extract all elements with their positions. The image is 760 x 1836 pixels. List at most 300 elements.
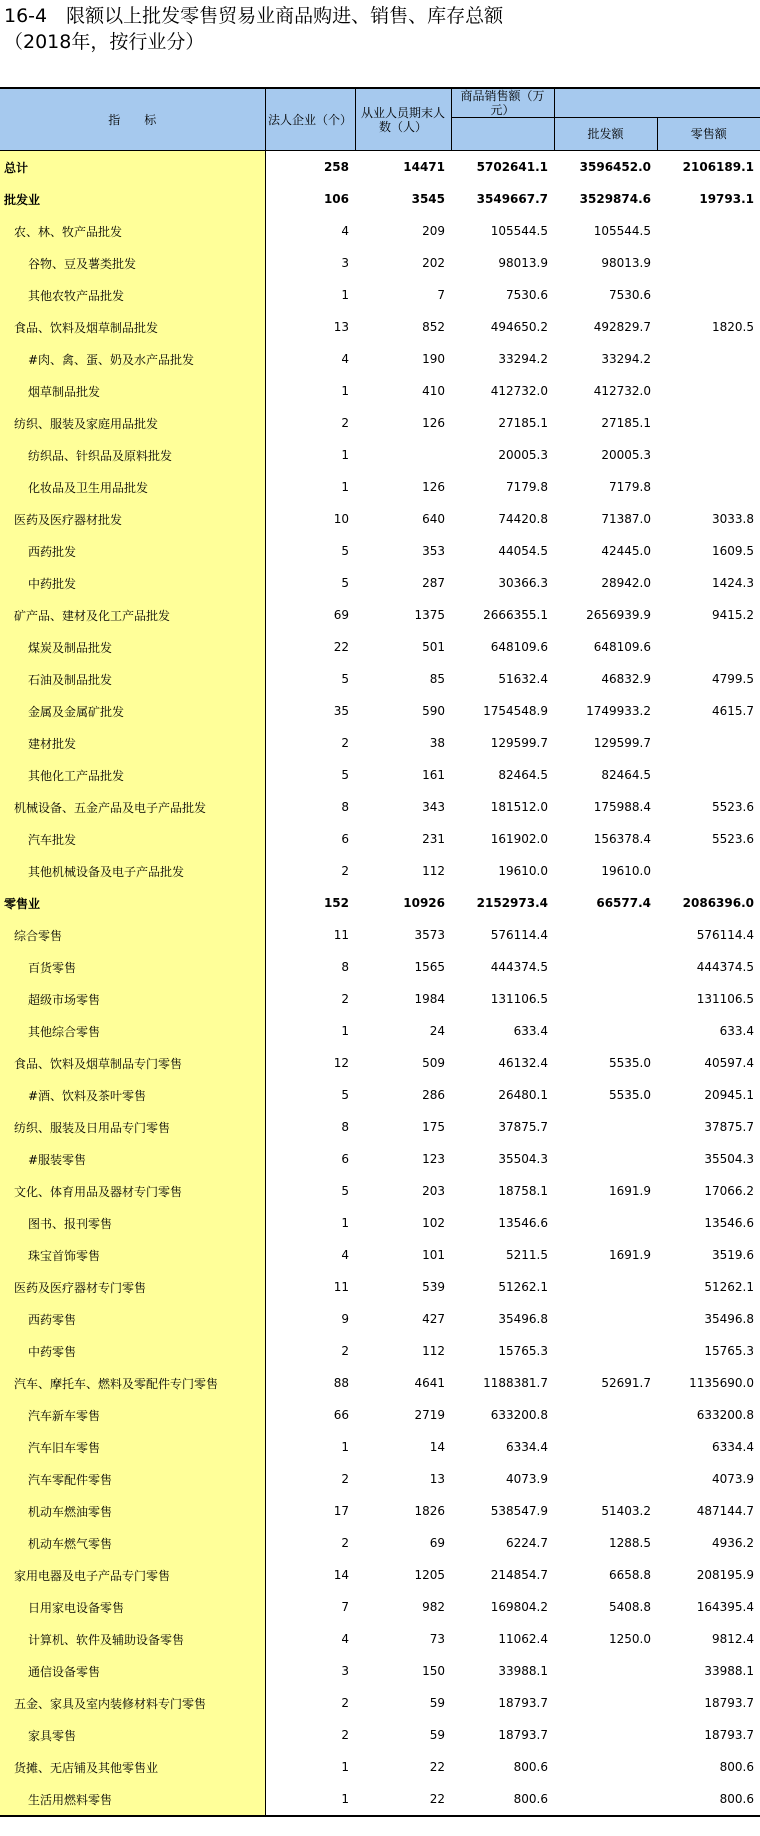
header-sales-blank bbox=[451, 118, 554, 151]
table-row bbox=[0, 1687, 760, 1719]
row-employees: 10926 bbox=[403, 896, 445, 910]
row-retail: 51262.1 bbox=[704, 1280, 754, 1294]
row-enterprises: 6 bbox=[341, 832, 349, 846]
table-row bbox=[0, 407, 760, 439]
row-name: 其他综合零售 bbox=[0, 1015, 265, 1047]
table-row bbox=[0, 503, 760, 535]
row-employees: 190 bbox=[422, 352, 445, 366]
row-employees: 2719 bbox=[414, 1408, 445, 1422]
table-row bbox=[0, 375, 760, 407]
table-row bbox=[0, 1751, 760, 1783]
row-employees: 112 bbox=[422, 1344, 445, 1358]
row-wholesale bbox=[554, 1463, 657, 1495]
statistics-table bbox=[0, 87, 760, 1817]
row-retail bbox=[657, 343, 760, 375]
row-name: 谷物、豆及薯类批发 bbox=[0, 247, 265, 279]
row-employees: 1826 bbox=[414, 1504, 445, 1518]
row-enterprises: 5 bbox=[341, 1184, 349, 1198]
table-row bbox=[0, 1271, 760, 1303]
row-enterprises: 2 bbox=[341, 1696, 349, 1710]
table-row bbox=[0, 1527, 760, 1559]
row-employees: 161 bbox=[422, 768, 445, 782]
row-name: 生活用燃料零售 bbox=[0, 1783, 265, 1816]
row-wholesale: 71387.0 bbox=[601, 512, 651, 526]
row-retail: 5523.6 bbox=[712, 800, 754, 814]
header-indicator: 指 标 bbox=[0, 88, 265, 151]
row-wholesale: 3596452.0 bbox=[579, 160, 651, 174]
row-retail: 1609.5 bbox=[712, 544, 754, 558]
row-employees bbox=[355, 439, 451, 471]
table-row bbox=[0, 791, 760, 823]
table-row bbox=[0, 1239, 760, 1271]
row-retail: 9812.4 bbox=[712, 1632, 754, 1646]
row-sales: 1754548.9 bbox=[483, 704, 548, 718]
row-enterprises: 88 bbox=[333, 1376, 349, 1390]
row-retail: 1820.5 bbox=[712, 320, 754, 334]
row-employees: 501 bbox=[422, 640, 445, 654]
row-wholesale: 1691.9 bbox=[609, 1248, 651, 1262]
row-enterprises: 5 bbox=[341, 1088, 349, 1102]
row-enterprises: 13 bbox=[333, 320, 349, 334]
row-sales: 800.6 bbox=[513, 1760, 548, 1774]
row-retail bbox=[657, 247, 760, 279]
table-row bbox=[0, 1463, 760, 1495]
row-employees: 410 bbox=[422, 384, 445, 398]
row-enterprises: 4 bbox=[341, 352, 349, 366]
table-row bbox=[0, 855, 760, 887]
row-enterprises: 12 bbox=[333, 1056, 349, 1070]
row-sales: 5702641.1 bbox=[476, 160, 548, 174]
row-name: 医药及医疗器材批发 bbox=[0, 503, 265, 535]
row-employees: 123 bbox=[422, 1152, 445, 1166]
row-name: 西药批发 bbox=[0, 535, 265, 567]
table-row bbox=[0, 951, 760, 983]
table-row bbox=[0, 1431, 760, 1463]
row-retail bbox=[657, 279, 760, 311]
row-employees: 1375 bbox=[414, 608, 445, 622]
table-row bbox=[0, 823, 760, 855]
row-wholesale: 33294.2 bbox=[601, 352, 651, 366]
row-name: 日用家电设备零售 bbox=[0, 1591, 265, 1623]
row-sales: 538547.9 bbox=[490, 1504, 548, 1518]
row-employees: 286 bbox=[422, 1088, 445, 1102]
row-sales: 46132.4 bbox=[498, 1056, 548, 1070]
row-enterprises: 8 bbox=[341, 1120, 349, 1134]
table-row bbox=[0, 1111, 760, 1143]
row-wholesale bbox=[554, 1655, 657, 1687]
row-enterprises: 2 bbox=[341, 1536, 349, 1550]
table-row bbox=[0, 1559, 760, 1591]
row-retail: 487144.7 bbox=[696, 1504, 754, 1518]
row-sales: 412732.0 bbox=[490, 384, 548, 398]
row-wholesale: 156378.4 bbox=[593, 832, 651, 846]
row-wholesale: 648109.6 bbox=[593, 640, 651, 654]
row-sales: 129599.7 bbox=[490, 736, 548, 750]
header-employees: 从业人员期末人数（人） bbox=[355, 88, 451, 151]
row-name: 纺织、服装及家庭用品批发 bbox=[0, 407, 265, 439]
row-retail: 4799.5 bbox=[712, 672, 754, 686]
row-enterprises: 1 bbox=[341, 1760, 349, 1774]
row-sales: 4073.9 bbox=[506, 1472, 548, 1486]
table-row bbox=[0, 1399, 760, 1431]
row-wholesale bbox=[554, 1015, 657, 1047]
header-blank bbox=[554, 88, 760, 118]
row-retail bbox=[657, 759, 760, 791]
row-wholesale: 175988.4 bbox=[593, 800, 651, 814]
row-name: 通信设备零售 bbox=[0, 1655, 265, 1687]
row-employees: 101 bbox=[422, 1248, 445, 1262]
row-enterprises: 66 bbox=[333, 1408, 349, 1422]
row-sales: 7530.6 bbox=[506, 288, 548, 302]
table-row bbox=[0, 1495, 760, 1527]
table-row bbox=[0, 983, 760, 1015]
table-body bbox=[0, 151, 760, 1817]
row-sales: 26480.1 bbox=[498, 1088, 548, 1102]
row-retail: 633200.8 bbox=[696, 1408, 754, 1422]
row-wholesale: 27185.1 bbox=[601, 416, 651, 430]
row-employees: 7 bbox=[437, 288, 445, 302]
row-retail: 33988.1 bbox=[704, 1664, 754, 1678]
row-retail: 4073.9 bbox=[712, 1472, 754, 1486]
row-wholesale: 98013.9 bbox=[601, 256, 651, 270]
row-enterprises: 3 bbox=[341, 256, 349, 270]
row-enterprises: 2 bbox=[341, 1472, 349, 1486]
row-enterprises: 152 bbox=[323, 896, 349, 910]
row-retail: 40597.4 bbox=[704, 1056, 754, 1070]
row-wholesale bbox=[554, 1207, 657, 1239]
row-enterprises: 4 bbox=[341, 1632, 349, 1646]
row-sales: 18758.1 bbox=[498, 1184, 548, 1198]
row-enterprises: 8 bbox=[341, 960, 349, 974]
row-wholesale: 19610.0 bbox=[601, 864, 651, 878]
row-sales: 214854.7 bbox=[490, 1568, 548, 1582]
row-wholesale: 42445.0 bbox=[601, 544, 651, 558]
row-enterprises: 5 bbox=[341, 768, 349, 782]
row-sales: 1188381.7 bbox=[483, 1376, 548, 1390]
row-employees: 590 bbox=[422, 704, 445, 718]
row-retail: 35496.8 bbox=[704, 1312, 754, 1326]
row-name: 家具零售 bbox=[0, 1719, 265, 1751]
row-retail: 1135690.0 bbox=[689, 1376, 754, 1390]
row-name: 建材批发 bbox=[0, 727, 265, 759]
row-employees: 126 bbox=[422, 480, 445, 494]
row-wholesale bbox=[554, 919, 657, 951]
row-name: 汽车旧车零售 bbox=[0, 1431, 265, 1463]
row-name: 食品、饮料及烟草制品批发 bbox=[0, 311, 265, 343]
row-employees: 209 bbox=[422, 224, 445, 238]
page-subtitle: （2018年，按行业分） bbox=[4, 31, 205, 53]
row-employees: 287 bbox=[422, 576, 445, 590]
row-employees: 14 bbox=[429, 1440, 445, 1454]
row-name: 五金、家具及室内装修材料专门零售 bbox=[0, 1687, 265, 1719]
row-name: 综合零售 bbox=[0, 919, 265, 951]
row-wholesale: 1691.9 bbox=[609, 1184, 651, 1198]
row-wholesale: 7530.6 bbox=[609, 288, 651, 302]
row-sales: 35504.3 bbox=[498, 1152, 548, 1166]
row-name: 汽车新车零售 bbox=[0, 1399, 265, 1431]
row-wholesale: 3529874.6 bbox=[579, 192, 651, 206]
row-enterprises: 14 bbox=[333, 1568, 349, 1582]
row-retail bbox=[657, 471, 760, 503]
row-retail bbox=[657, 855, 760, 887]
row-wholesale: 412732.0 bbox=[593, 384, 651, 398]
row-name: #服装零售 bbox=[0, 1143, 265, 1175]
table-row bbox=[0, 1591, 760, 1623]
row-wholesale bbox=[554, 1783, 657, 1816]
row-wholesale: 105544.5 bbox=[593, 224, 651, 238]
row-enterprises: 1 bbox=[265, 1783, 355, 1816]
row-enterprises: 106 bbox=[323, 192, 349, 206]
row-sales: 6334.4 bbox=[506, 1440, 548, 1454]
row-name: #肉、禽、蛋、奶及水产品批发 bbox=[0, 343, 265, 375]
row-wholesale bbox=[554, 1687, 657, 1719]
row-sales: 6224.7 bbox=[506, 1536, 548, 1550]
row-sales: 105544.5 bbox=[490, 224, 548, 238]
row-name: 其他化工产品批发 bbox=[0, 759, 265, 791]
table-row bbox=[0, 1015, 760, 1047]
row-name: 烟草制品批发 bbox=[0, 375, 265, 407]
row-enterprises: 35 bbox=[333, 704, 349, 718]
table-row bbox=[0, 599, 760, 631]
row-wholesale bbox=[554, 1431, 657, 1463]
row-wholesale: 82464.5 bbox=[601, 768, 651, 782]
header-wholesale: 批发额 bbox=[554, 118, 657, 151]
row-enterprises: 8 bbox=[341, 800, 349, 814]
row-sales: 51632.4 bbox=[498, 672, 548, 686]
row-enterprises: 2 bbox=[341, 416, 349, 430]
table-row bbox=[0, 1623, 760, 1655]
row-employees: 102 bbox=[422, 1216, 445, 1230]
row-sales: 800.6 bbox=[451, 1783, 554, 1816]
row-wholesale: 5535.0 bbox=[609, 1088, 651, 1102]
row-sales: 18793.7 bbox=[498, 1696, 548, 1710]
row-employees: 852 bbox=[422, 320, 445, 334]
row-enterprises: 11 bbox=[333, 1280, 349, 1294]
row-retail bbox=[657, 215, 760, 247]
row-retail: 17066.2 bbox=[704, 1184, 754, 1198]
row-enterprises: 1 bbox=[341, 1440, 349, 1454]
row-enterprises: 6 bbox=[341, 1152, 349, 1166]
row-employees: 69 bbox=[429, 1536, 445, 1550]
table-row bbox=[0, 215, 760, 247]
row-wholesale: 66577.4 bbox=[596, 896, 651, 910]
row-employees: 59 bbox=[429, 1696, 445, 1710]
table-row bbox=[0, 1719, 760, 1751]
row-sales: 444374.5 bbox=[490, 960, 548, 974]
row-employees: 231 bbox=[422, 832, 445, 846]
row-retail: 19793.1 bbox=[699, 192, 754, 206]
row-employees: 175 bbox=[422, 1120, 445, 1134]
row-enterprises: 2 bbox=[341, 1344, 349, 1358]
row-employees: 126 bbox=[422, 416, 445, 430]
row-name: 西药零售 bbox=[0, 1303, 265, 1335]
row-retail bbox=[657, 727, 760, 759]
row-enterprises: 5 bbox=[341, 672, 349, 686]
row-name: 中药批发 bbox=[0, 567, 265, 599]
row-sales: 98013.9 bbox=[498, 256, 548, 270]
row-wholesale: 5408.8 bbox=[609, 1600, 651, 1614]
row-name: 纺织品、针织品及原料批发 bbox=[0, 439, 265, 471]
row-name: 纺织、服装及日用品专门零售 bbox=[0, 1111, 265, 1143]
row-sales: 82464.5 bbox=[498, 768, 548, 782]
row-enterprises: 2 bbox=[341, 992, 349, 1006]
row-retail: 9415.2 bbox=[712, 608, 754, 622]
table-row bbox=[0, 1047, 760, 1079]
row-retail: 800.6 bbox=[657, 1783, 760, 1816]
row-employees: 343 bbox=[422, 800, 445, 814]
row-retail bbox=[657, 631, 760, 663]
row-enterprises: 1 bbox=[341, 1024, 349, 1038]
row-wholesale bbox=[554, 1335, 657, 1367]
row-sales: 648109.6 bbox=[490, 640, 548, 654]
row-sales: 37875.7 bbox=[498, 1120, 548, 1134]
row-name: 总计 bbox=[0, 151, 265, 184]
table-row bbox=[0, 727, 760, 759]
row-sales: 30366.3 bbox=[498, 576, 548, 590]
row-name: 煤炭及制品批发 bbox=[0, 631, 265, 663]
row-enterprises: 1 bbox=[341, 384, 349, 398]
row-wholesale: 1250.0 bbox=[609, 1632, 651, 1646]
row-name: 中药零售 bbox=[0, 1335, 265, 1367]
row-enterprises: 1 bbox=[341, 1216, 349, 1230]
row-enterprises: 10 bbox=[333, 512, 349, 526]
row-name: 计算机、软件及辅助设备零售 bbox=[0, 1623, 265, 1655]
row-employees: 202 bbox=[422, 256, 445, 270]
row-sales: 633.4 bbox=[513, 1024, 548, 1038]
row-name: #酒、饮料及茶叶零售 bbox=[0, 1079, 265, 1111]
header-enterprises: 法人企业（个） bbox=[265, 88, 355, 151]
row-employees: 1984 bbox=[414, 992, 445, 1006]
page-title: 16-4 限额以上批发零售贸易业商品购进、销售、库存总额 bbox=[4, 5, 504, 27]
row-sales: 2666355.1 bbox=[483, 608, 548, 622]
row-name: 零售业 bbox=[0, 887, 265, 919]
row-enterprises: 2 bbox=[341, 1728, 349, 1742]
table-row bbox=[0, 471, 760, 503]
header-retail: 零售额 bbox=[657, 118, 760, 151]
row-employees: 22 bbox=[429, 1760, 445, 1774]
row-retail: 3033.8 bbox=[712, 512, 754, 526]
row-employees: 203 bbox=[422, 1184, 445, 1198]
row-name: 百货零售 bbox=[0, 951, 265, 983]
row-name: 机械设备、五金产品及电子产品批发 bbox=[0, 791, 265, 823]
table-row bbox=[0, 1367, 760, 1399]
row-enterprises: 5 bbox=[341, 576, 349, 590]
row-retail: 6334.4 bbox=[712, 1440, 754, 1454]
row-retail bbox=[657, 375, 760, 407]
row-retail: 1424.3 bbox=[712, 576, 754, 590]
row-enterprises: 7 bbox=[341, 1600, 349, 1614]
table-row bbox=[0, 1207, 760, 1239]
row-retail bbox=[657, 407, 760, 439]
row-name: 石油及制品批发 bbox=[0, 663, 265, 695]
row-enterprises: 22 bbox=[333, 640, 349, 654]
row-retail: 444374.5 bbox=[696, 960, 754, 974]
row-sales: 33294.2 bbox=[498, 352, 548, 366]
row-sales: 35496.8 bbox=[498, 1312, 548, 1326]
row-sales: 11062.4 bbox=[498, 1632, 548, 1646]
row-sales: 5211.5 bbox=[506, 1248, 548, 1262]
row-name: 珠宝首饰零售 bbox=[0, 1239, 265, 1271]
table-row bbox=[0, 759, 760, 791]
row-sales: 576114.4 bbox=[490, 928, 548, 942]
row-enterprises: 3 bbox=[341, 1664, 349, 1678]
table-row bbox=[0, 151, 760, 184]
row-employees: 73 bbox=[429, 1632, 445, 1646]
table-row bbox=[0, 1303, 760, 1335]
table-row bbox=[0, 1783, 760, 1816]
row-employees: 539 bbox=[422, 1280, 445, 1294]
row-enterprises: 11 bbox=[333, 928, 349, 942]
header-sales: 商品销售额（万元） bbox=[451, 88, 554, 118]
table-row bbox=[0, 439, 760, 471]
row-name: 货摊、无店铺及其他零售业 bbox=[0, 1751, 265, 1783]
row-sales: 494650.2 bbox=[490, 320, 548, 334]
table-row bbox=[0, 279, 760, 311]
table-row bbox=[0, 1079, 760, 1111]
row-retail: 633.4 bbox=[719, 1024, 754, 1038]
row-wholesale bbox=[554, 1271, 657, 1303]
row-name: 农、林、牧产品批发 bbox=[0, 215, 265, 247]
row-wholesale: 129599.7 bbox=[593, 736, 651, 750]
row-sales: 20005.3 bbox=[498, 448, 548, 462]
row-retail: 5523.6 bbox=[712, 832, 754, 846]
row-wholesale: 28942.0 bbox=[601, 576, 651, 590]
row-wholesale bbox=[554, 1751, 657, 1783]
row-sales: 13546.6 bbox=[498, 1216, 548, 1230]
row-retail bbox=[657, 439, 760, 471]
row-wholesale: 5535.0 bbox=[609, 1056, 651, 1070]
row-name: 其他机械设备及电子产品批发 bbox=[0, 855, 265, 887]
row-employees: 3545 bbox=[411, 192, 445, 206]
row-employees: 353 bbox=[422, 544, 445, 558]
row-retail: 2086396.0 bbox=[682, 896, 754, 910]
row-enterprises: 17 bbox=[333, 1504, 349, 1518]
row-employees: 112 bbox=[422, 864, 445, 878]
row-name: 家用电器及电子产品专门零售 bbox=[0, 1559, 265, 1591]
row-wholesale bbox=[554, 1399, 657, 1431]
row-retail: 20945.1 bbox=[704, 1088, 754, 1102]
row-name: 汽车、摩托车、燃料及零配件专门零售 bbox=[0, 1367, 265, 1399]
row-enterprises: 4 bbox=[341, 1248, 349, 1262]
row-retail: 4936.2 bbox=[712, 1536, 754, 1550]
row-sales: 33988.1 bbox=[498, 1664, 548, 1678]
row-enterprises: 4 bbox=[341, 224, 349, 238]
row-wholesale: 492829.7 bbox=[593, 320, 651, 334]
row-enterprises: 69 bbox=[333, 608, 349, 622]
row-retail: 37875.7 bbox=[704, 1120, 754, 1134]
row-sales: 74420.8 bbox=[498, 512, 548, 526]
row-employees: 13 bbox=[429, 1472, 445, 1486]
row-sales: 131106.5 bbox=[490, 992, 548, 1006]
row-name: 汽车批发 bbox=[0, 823, 265, 855]
row-name: 其他农牧产品批发 bbox=[0, 279, 265, 311]
row-enterprises: 1 bbox=[341, 448, 349, 462]
row-retail: 15765.3 bbox=[704, 1344, 754, 1358]
row-name: 化妆品及卫生用品批发 bbox=[0, 471, 265, 503]
row-enterprises: 5 bbox=[341, 544, 349, 558]
row-retail: 35504.3 bbox=[704, 1152, 754, 1166]
row-wholesale: 1288.5 bbox=[609, 1536, 651, 1550]
row-wholesale bbox=[554, 1303, 657, 1335]
row-employees: 38 bbox=[429, 736, 445, 750]
table-row bbox=[0, 1335, 760, 1367]
table-row bbox=[0, 247, 760, 279]
row-wholesale bbox=[554, 1111, 657, 1143]
row-wholesale: 6658.8 bbox=[609, 1568, 651, 1582]
row-name: 矿产品、建材及化工产品批发 bbox=[0, 599, 265, 631]
row-sales: 18793.7 bbox=[498, 1728, 548, 1742]
row-sales: 51262.1 bbox=[498, 1280, 548, 1294]
